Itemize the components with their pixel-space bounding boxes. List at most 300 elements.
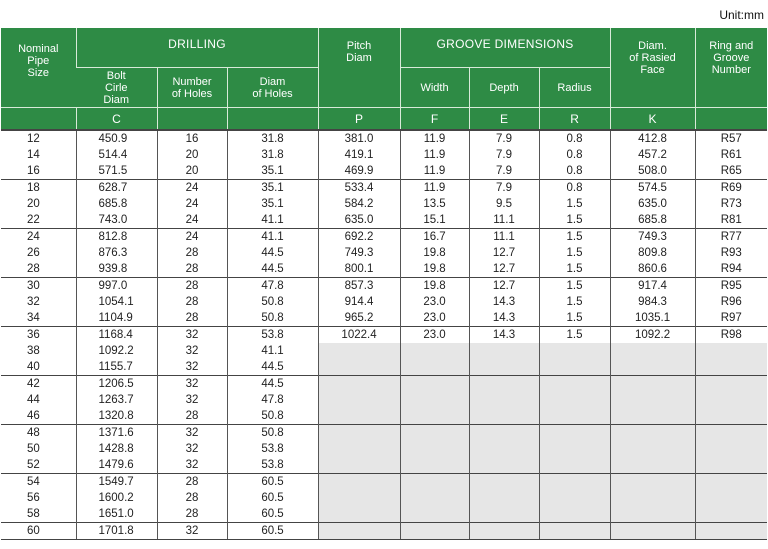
table-cell-empty — [318, 441, 400, 457]
table-cell: 44.5 — [227, 376, 318, 393]
table-cell-empty — [539, 343, 610, 359]
table-cell: 876.3 — [76, 245, 157, 261]
table-row — [1, 294, 767, 310]
table-cell: 457.2 — [610, 147, 695, 163]
table-cell-empty — [610, 457, 695, 474]
table-cell: 23.0 — [400, 294, 469, 310]
table-cell: R95 — [695, 278, 767, 295]
table-cell-empty — [610, 506, 695, 523]
table-cell: 1092.2 — [610, 327, 695, 344]
table-cell: 0.8 — [539, 147, 610, 163]
table-cell: R65 — [695, 163, 767, 180]
table-cell: 939.8 — [76, 261, 157, 278]
table-cell: 34 — [27, 312, 40, 324]
header-symbol-blank — [1, 108, 76, 131]
table-cell-empty — [469, 376, 539, 393]
table-row — [1, 180, 767, 197]
table-cell: 20 — [27, 198, 40, 210]
header-radius: Radius — [539, 68, 610, 108]
table-cell: 917.4 — [610, 278, 695, 295]
header-symbol-blank — [227, 108, 318, 131]
table-cell: 60.5 — [227, 523, 318, 540]
table-cell: 35.1 — [227, 163, 318, 180]
table-cell: R97 — [695, 310, 767, 327]
table-row — [1, 278, 767, 295]
table-cell: 1.5 — [539, 212, 610, 229]
header-symbol-blank — [157, 108, 227, 131]
table-row — [1, 425, 767, 442]
table-cell: 31.8 — [227, 130, 318, 147]
table-cell: 50.8 — [227, 294, 318, 310]
table-cell: 857.3 — [318, 278, 400, 295]
header-drilling: DRILLING — [76, 28, 318, 68]
table-cell: 800.1 — [318, 261, 400, 278]
table-cell: 1263.7 — [76, 392, 157, 408]
table-cell-empty — [610, 523, 695, 540]
table-cell: 28 — [157, 408, 227, 425]
table-cell: 24 — [157, 212, 227, 229]
table-cell: 12.7 — [469, 261, 539, 278]
table-row — [1, 474, 767, 491]
table-cell-empty — [318, 392, 400, 408]
table-cell-empty — [539, 392, 610, 408]
table-cell-empty — [318, 359, 400, 376]
table-cell: 997.0 — [76, 278, 157, 295]
table-cell-empty — [400, 490, 469, 506]
table-cell: 46 — [27, 410, 40, 422]
table-cell: R94 — [695, 261, 767, 278]
table-cell-empty — [318, 474, 400, 491]
table-cell: 574.5 — [610, 180, 695, 197]
table-cell: 7.9 — [469, 180, 539, 197]
table-cell: 38 — [27, 345, 40, 357]
table-cell: 28 — [157, 294, 227, 310]
header-symbol-blank — [695, 108, 767, 131]
table-cell: 19.8 — [400, 278, 469, 295]
table-cell: 469.9 — [318, 163, 400, 180]
table-cell-empty — [539, 441, 610, 457]
table-cell-empty — [539, 490, 610, 506]
header-symbol-e: E — [469, 108, 539, 131]
table-cell: 15.1 — [400, 212, 469, 229]
table-cell-empty — [695, 425, 767, 442]
table-cell: 50.8 — [227, 408, 318, 425]
table-cell: 47.8 — [227, 392, 318, 408]
header-raised-face-diam: Diam. of Rasied Face — [610, 28, 695, 108]
table-cell-empty — [610, 490, 695, 506]
table-cell: 18 — [1, 180, 76, 197]
table-cell: 0.8 — [539, 130, 610, 147]
table-cell-empty — [695, 457, 767, 474]
table-cell: 31.8 — [227, 147, 318, 163]
table-cell: 1651.0 — [76, 506, 157, 523]
table-row — [1, 310, 767, 327]
table-cell: 1206.5 — [76, 376, 157, 393]
table-cell-empty — [695, 474, 767, 491]
table-cell: 35.1 — [227, 180, 318, 197]
table-cell-empty — [610, 474, 695, 491]
table-cell: 1155.7 — [76, 359, 157, 376]
table-cell-empty — [610, 376, 695, 393]
table-cell: 32 — [157, 359, 227, 376]
table-cell: 584.2 — [318, 196, 400, 212]
table-cell: 53.8 — [227, 441, 318, 457]
table-cell-empty — [318, 376, 400, 393]
table-cell: 24 — [157, 196, 227, 212]
table-cell: 41.1 — [227, 212, 318, 229]
table-cell: 692.2 — [318, 229, 400, 246]
table-cell-empty — [469, 474, 539, 491]
table-cell-empty — [539, 457, 610, 474]
table-cell: 13.5 — [400, 196, 469, 212]
table-cell: 11.9 — [400, 147, 469, 163]
table-cell: 32 — [157, 327, 227, 344]
table-body — [1, 130, 767, 540]
table-cell: 11.1 — [469, 212, 539, 229]
table-cell: 26 — [27, 247, 40, 259]
table-cell: 12.7 — [469, 245, 539, 261]
table-cell-empty — [539, 474, 610, 491]
table-cell: 1.5 — [539, 229, 610, 246]
table-cell: 812.8 — [76, 229, 157, 246]
table-cell: 743.0 — [76, 212, 157, 229]
table-cell: 44.5 — [227, 359, 318, 376]
table-cell: 16.7 — [400, 229, 469, 246]
table-cell-empty — [400, 425, 469, 442]
table-cell-empty — [469, 523, 539, 540]
table-cell: 12.7 — [469, 278, 539, 295]
table-cell: 809.8 — [610, 245, 695, 261]
table-cell-empty — [400, 408, 469, 425]
table-row — [1, 343, 767, 359]
table-cell-empty — [400, 523, 469, 540]
header-ring-groove-number: Ring and Groove Number — [695, 28, 767, 108]
table-cell: 14 — [27, 149, 40, 161]
table-cell: 749.3 — [610, 229, 695, 246]
table-cell: 965.2 — [318, 310, 400, 327]
table-cell: 58 — [27, 508, 40, 520]
table-cell: 28 — [157, 261, 227, 278]
table-cell: 56 — [27, 492, 40, 504]
table-cell-empty — [469, 457, 539, 474]
table-cell: R57 — [695, 130, 767, 147]
table-cell: R96 — [695, 294, 767, 310]
table-cell: 60.5 — [227, 506, 318, 523]
table-cell: 381.0 — [318, 130, 400, 147]
table-cell-empty — [539, 376, 610, 393]
table-cell: 53.8 — [227, 327, 318, 344]
table-cell: 24 — [157, 229, 227, 246]
header-number-of-holes: Number of Holes — [157, 68, 227, 108]
table-cell: R69 — [695, 180, 767, 197]
table-cell: 44.5 — [227, 245, 318, 261]
table-cell: 635.0 — [610, 196, 695, 212]
table-cell-empty — [469, 408, 539, 425]
table-cell: 32 — [27, 296, 40, 308]
table-cell: 1701.8 — [76, 523, 157, 540]
table-cell: 32 — [157, 376, 227, 393]
table-cell: 7.9 — [469, 163, 539, 180]
table-cell-empty — [318, 343, 400, 359]
table-cell: R93 — [695, 245, 767, 261]
table-cell: 30 — [1, 278, 76, 295]
table-cell: 19.8 — [400, 245, 469, 261]
table-cell: 50.8 — [227, 310, 318, 327]
flange-dimension-table — [1, 28, 767, 540]
table-row — [1, 147, 767, 163]
table-cell: 571.5 — [76, 163, 157, 180]
table-cell: 44 — [27, 394, 40, 406]
header-symbol-r: R — [539, 108, 610, 131]
table-cell: 60.5 — [227, 474, 318, 491]
header-symbol-p: P — [318, 108, 400, 131]
table-cell: 1320.8 — [76, 408, 157, 425]
table-cell: 533.4 — [318, 180, 400, 197]
table-cell: 32 — [157, 457, 227, 474]
header-symbol-c: C — [76, 108, 157, 131]
table-cell: 635.0 — [318, 212, 400, 229]
table-cell-empty — [318, 408, 400, 425]
header-nominal-pipe-size: Nominal Pipe Size — [1, 28, 76, 108]
table-cell: 28 — [157, 474, 227, 491]
table-cell: 7.9 — [469, 147, 539, 163]
table-cell-empty — [610, 408, 695, 425]
table-cell: 24 — [157, 180, 227, 197]
unit-label: Unit:mm — [719, 8, 764, 22]
table-cell-empty — [539, 359, 610, 376]
table-cell: 28 — [157, 278, 227, 295]
table-cell-empty — [610, 441, 695, 457]
table-row — [1, 163, 767, 180]
table-cell-empty — [469, 425, 539, 442]
table-row — [1, 408, 767, 425]
table-cell: 419.1 — [318, 147, 400, 163]
table-cell: 1054.1 — [76, 294, 157, 310]
table-cell: 50.8 — [227, 425, 318, 442]
table-cell: 23.0 — [400, 327, 469, 344]
table-cell-empty — [469, 441, 539, 457]
table-cell-empty — [539, 425, 610, 442]
table-cell-empty — [400, 376, 469, 393]
table-cell: 22 — [27, 214, 40, 226]
table-cell: 48 — [1, 425, 76, 442]
table-cell: 685.8 — [610, 212, 695, 229]
table-cell: 1.5 — [539, 261, 610, 278]
table-cell-empty — [695, 343, 767, 359]
table-cell: 14.3 — [469, 294, 539, 310]
table-cell-empty — [400, 392, 469, 408]
table-cell: 685.8 — [76, 196, 157, 212]
table-cell: 60.5 — [227, 490, 318, 506]
table-cell-empty — [695, 392, 767, 408]
table-cell: 32 — [157, 392, 227, 408]
table-cell: 1092.2 — [76, 343, 157, 359]
table-cell: 1.5 — [539, 294, 610, 310]
header-groove-dimensions: GROOVE DIMENSIONS — [400, 28, 610, 68]
table-cell: R61 — [695, 147, 767, 163]
table-cell: 514.4 — [76, 147, 157, 163]
table-cell: 23.0 — [400, 310, 469, 327]
table-cell-empty — [610, 359, 695, 376]
table-cell: R81 — [695, 212, 767, 229]
table-row — [1, 441, 767, 457]
table-cell-empty — [610, 343, 695, 359]
table-cell: 14.3 — [469, 327, 539, 344]
table-cell-empty — [400, 457, 469, 474]
table-cell: 40 — [27, 361, 40, 373]
table-cell: 12 — [1, 130, 76, 147]
table-row — [1, 196, 767, 212]
table-cell-empty — [539, 506, 610, 523]
table-cell: 47.8 — [227, 278, 318, 295]
table-cell: 60 — [1, 523, 76, 540]
table-cell: 1600.2 — [76, 490, 157, 506]
table-row — [1, 261, 767, 278]
table-cell-empty — [539, 408, 610, 425]
table-cell: 1.5 — [539, 278, 610, 295]
table-cell-empty — [539, 523, 610, 540]
table-cell: 16 — [27, 165, 40, 177]
header-bolt-circle-diam: Bolt Cirle Diam — [76, 68, 157, 108]
table-cell: 20 — [157, 163, 227, 180]
table-cell: 508.0 — [610, 163, 695, 180]
table-cell-empty — [400, 474, 469, 491]
table-row — [1, 359, 767, 376]
table-cell: 41.1 — [227, 343, 318, 359]
table-cell-empty — [469, 343, 539, 359]
table-cell-empty — [695, 359, 767, 376]
table-cell-empty — [400, 506, 469, 523]
table-cell-empty — [400, 343, 469, 359]
table-cell-empty — [318, 490, 400, 506]
table-cell: 14.3 — [469, 310, 539, 327]
table-cell: 7.9 — [469, 130, 539, 147]
table-cell: 749.3 — [318, 245, 400, 261]
table-cell: 19.8 — [400, 261, 469, 278]
table-cell: 20 — [157, 147, 227, 163]
table-cell: 24 — [1, 229, 76, 246]
table-cell: 1479.6 — [76, 457, 157, 474]
header-symbol-f: F — [400, 108, 469, 131]
table-cell-empty — [695, 376, 767, 393]
table-cell-empty — [695, 490, 767, 506]
table-cell-empty — [469, 490, 539, 506]
table-cell: 42 — [1, 376, 76, 393]
table-row — [1, 490, 767, 506]
table-cell: 44.5 — [227, 261, 318, 278]
table-cell: 1022.4 — [318, 327, 400, 344]
table-cell: 52 — [27, 459, 40, 471]
table-cell: 11.9 — [400, 180, 469, 197]
table-cell-empty — [318, 425, 400, 442]
table-row — [1, 245, 767, 261]
table-cell: 28 — [157, 490, 227, 506]
table-cell: 1549.7 — [76, 474, 157, 491]
table-cell: 32 — [157, 343, 227, 359]
table-row — [1, 457, 767, 474]
table-cell: 1.5 — [539, 196, 610, 212]
table-cell-empty — [610, 392, 695, 408]
table-cell: 860.6 — [610, 261, 695, 278]
table-cell: 1428.8 — [76, 441, 157, 457]
table-cell-empty — [695, 441, 767, 457]
table-cell: 32 — [157, 523, 227, 540]
table-row — [1, 229, 767, 246]
table-cell: 11.1 — [469, 229, 539, 246]
header-depth: Depth — [469, 68, 539, 108]
table-cell: 628.7 — [76, 180, 157, 197]
table-cell: 28 — [157, 245, 227, 261]
table-cell: 1371.6 — [76, 425, 157, 442]
table-cell-empty — [695, 408, 767, 425]
table-cell: 11.9 — [400, 163, 469, 180]
table-row — [1, 523, 767, 540]
table-cell: 16 — [157, 130, 227, 147]
table-cell: 1.5 — [539, 245, 610, 261]
table-cell: 450.9 — [76, 130, 157, 147]
table-cell-empty — [400, 359, 469, 376]
table-cell: 1104.9 — [76, 310, 157, 327]
table-cell-empty — [469, 359, 539, 376]
table-cell: 41.1 — [227, 229, 318, 246]
table-cell-empty — [469, 392, 539, 408]
table-cell: 54 — [1, 474, 76, 491]
table-cell: R73 — [695, 196, 767, 212]
table-cell: 11.9 — [400, 130, 469, 147]
table-cell: 28 — [157, 506, 227, 523]
table-cell: 914.4 — [318, 294, 400, 310]
table-cell-empty — [318, 506, 400, 523]
table-cell: 0.8 — [539, 163, 610, 180]
table-cell-empty — [695, 523, 767, 540]
header-width: Width — [400, 68, 469, 108]
table-cell: 9.5 — [469, 196, 539, 212]
table-cell: 412.8 — [610, 130, 695, 147]
table-cell: 36 — [1, 327, 76, 344]
table-cell: 32 — [157, 441, 227, 457]
table-cell-empty — [695, 506, 767, 523]
table-row — [1, 212, 767, 229]
table-cell-empty — [469, 506, 539, 523]
header-diam-of-holes: Diam of Holes — [227, 68, 318, 108]
table-cell: 1.5 — [539, 310, 610, 327]
table-row — [1, 392, 767, 408]
table-cell: R77 — [695, 229, 767, 246]
table-cell: 1.5 — [539, 327, 610, 344]
table-cell-empty — [318, 457, 400, 474]
table-cell: R98 — [695, 327, 767, 344]
table-cell: 0.8 — [539, 180, 610, 197]
table-row — [1, 506, 767, 523]
table-row — [1, 130, 767, 147]
table-cell: 28 — [157, 310, 227, 327]
table-row — [1, 376, 767, 393]
table-cell: 1035.1 — [610, 310, 695, 327]
table-cell: 53.8 — [227, 457, 318, 474]
table-cell: 28 — [27, 263, 40, 275]
table-cell: 1168.4 — [76, 327, 157, 344]
table-cell: 984.3 — [610, 294, 695, 310]
table-cell: 32 — [157, 425, 227, 442]
table-row — [1, 327, 767, 344]
table-cell-empty — [610, 425, 695, 442]
table-cell: 35.1 — [227, 196, 318, 212]
table-cell-empty — [318, 523, 400, 540]
header-symbol-k: K — [610, 108, 695, 131]
table-cell-empty — [400, 441, 469, 457]
table-cell: 50 — [27, 443, 40, 455]
header-pitch-diam: Pitch Diam — [318, 28, 400, 108]
